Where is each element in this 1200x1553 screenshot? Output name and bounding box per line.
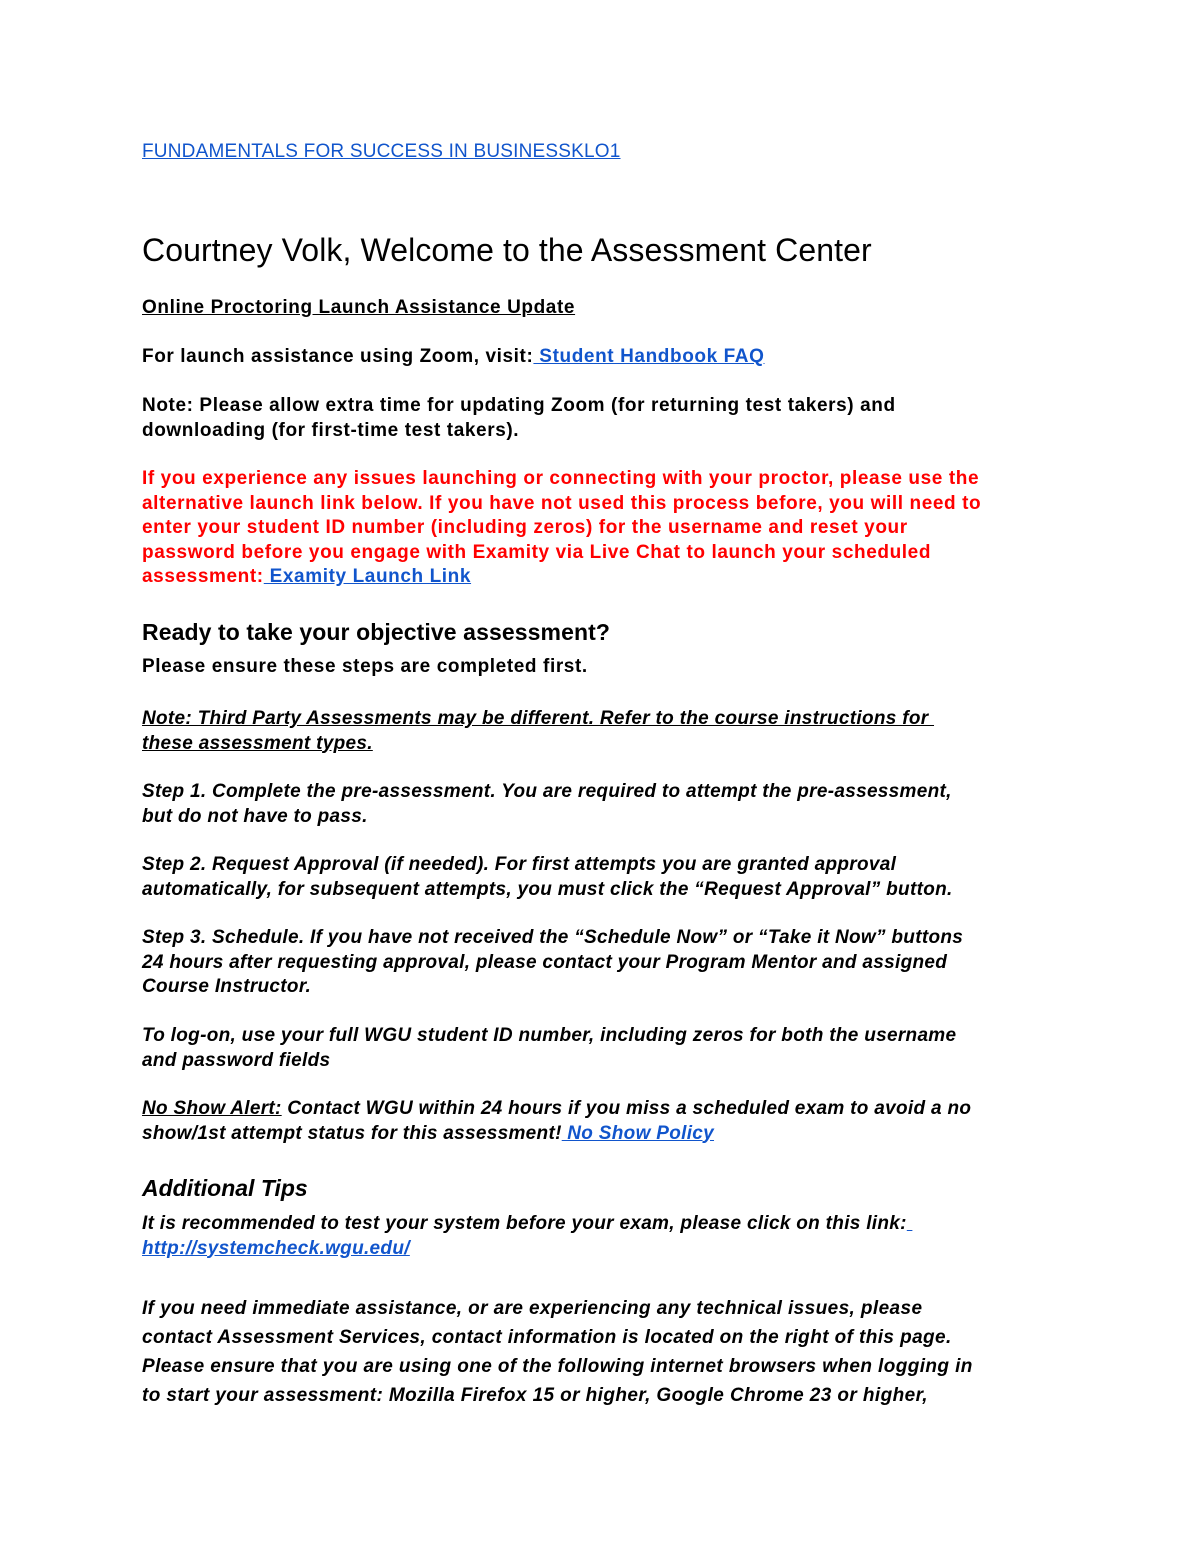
- logon-line: To log-on, use your full WGU student ID number, including zeros for both the username: [142, 1025, 957, 1046]
- zoom-assistance-text: For launch assistance using Zoom, visit:: [142, 346, 534, 367]
- course-link[interactable]: FUNDAMENTALS FOR SUCCESS IN BUSINESSKLO1: [142, 141, 621, 162]
- alt-launch-text: assessment:: [142, 566, 264, 587]
- step-2: [142, 853, 1072, 902]
- no-show-label: No Show Alert:: [142, 1098, 282, 1119]
- objective-heading: Ready to take your objective assessment?: [142, 619, 611, 645]
- student-handbook-faq-link[interactable]: Student Handbook FAQ: [533, 346, 765, 367]
- no-show-policy-link[interactable]: No Show Policy: [561, 1122, 715, 1144]
- step-2-line: automatically, for subsequent attempts, you must click the “Request Approval” button.: [142, 878, 953, 900]
- launch-update-heading-text: Online Proctoring Launch Assistance Update: [142, 297, 576, 318]
- system-check-line: [142, 1237, 1072, 1262]
- step-3-line: 24 hours after requesting approval, please contact your Program Mentor and assigned: [142, 951, 948, 973]
- alternative-launch-notice: [142, 467, 1072, 590]
- step-2-line: Step 2. Request Approval (if needed). For first attempts you are granted approval: [142, 854, 897, 875]
- step-1: [142, 780, 1072, 829]
- page-title: Courtney Volk, Welcome to the Assessment Center: [142, 232, 872, 268]
- third-party-note-line: these assessment types.: [142, 732, 373, 754]
- assistance-line: Please ensure that you are using one of the following internet browsers when logging in: [142, 1356, 973, 1377]
- logon-instructions: [142, 1024, 1072, 1073]
- no-show-line: [142, 1097, 1072, 1122]
- zoom-assistance-line: [142, 345, 1072, 370]
- step-3: [142, 926, 1072, 1000]
- step-3-line: Course Instructor.: [142, 976, 312, 997]
- no-show-alert: [142, 1097, 1072, 1146]
- zoom-note: [142, 394, 1072, 443]
- no-show-line: [142, 1122, 1072, 1147]
- system-check-line: [142, 1212, 1072, 1237]
- zoom-note-line: Note: Please allow extra time for updating Zoom (for returning test takers) and: [142, 395, 896, 416]
- launch-update-heading: [142, 296, 1072, 321]
- no-show-text: Contact WGU within 24 hours if you miss a scheduled exam to avoid a no: [281, 1098, 972, 1119]
- assistance-line: If you need immediate assistance, or are experiencing any technical issues, please: [142, 1298, 923, 1319]
- step-1-line: Step 1. Complete the pre-assessment. You are required to attempt the pre-assessment,: [142, 781, 952, 802]
- examity-launch-link[interactable]: Examity Launch Link: [263, 566, 472, 587]
- system-check-paragraph: [142, 1212, 1072, 1261]
- assistance-line: contact Assessment Services, contact information is located on the right of this page.: [142, 1327, 952, 1348]
- alt-launch-line: If you experience any issues launching or connecting with your proctor, please use the: [142, 468, 980, 489]
- alt-launch-line: alternative launch link below. If you have not used this process before, you will need to: [142, 492, 982, 514]
- third-party-note-line: Note: Third Party Assessments may be different. Refer to the course instructions for: [142, 708, 935, 729]
- system-check-link[interactable]: http://systemcheck.wgu.edu/: [142, 1237, 410, 1259]
- additional-tips-heading: Additional Tips: [142, 1175, 308, 1201]
- third-party-note: [142, 707, 1072, 756]
- logon-line: and password fields: [142, 1049, 331, 1071]
- zoom-note-line: downloading (for first-time test takers).: [142, 419, 520, 441]
- alt-launch-line: enter your student ID number (including zeros) for the username and reset your: [142, 517, 908, 538]
- alt-launch-line: password before you engage with Examity via Live Chat to launch your scheduled: [142, 541, 932, 563]
- no-show-text: show/1st attempt status for this assessment!: [142, 1122, 562, 1144]
- step-1-line: but do not have to pass.: [142, 805, 368, 827]
- system-check-link-space[interactable]: [907, 1213, 913, 1234]
- objective-subheading: Please ensure these steps are completed first.: [142, 656, 588, 677]
- assistance-line: to start your assessment: Mozilla Firefox 15 or higher, Google Chrome 23 or higher,: [142, 1385, 928, 1406]
- assistance-paragraph: [142, 1294, 1072, 1410]
- system-check-text: It is recommended to test your system before your exam, please click on this link:: [142, 1213, 907, 1234]
- step-3-line: Step 3. Schedule. If you have not received the “Schedule Now” or “Take it Now” buttons: [142, 927, 964, 948]
- alt-launch-line: [142, 565, 1072, 590]
